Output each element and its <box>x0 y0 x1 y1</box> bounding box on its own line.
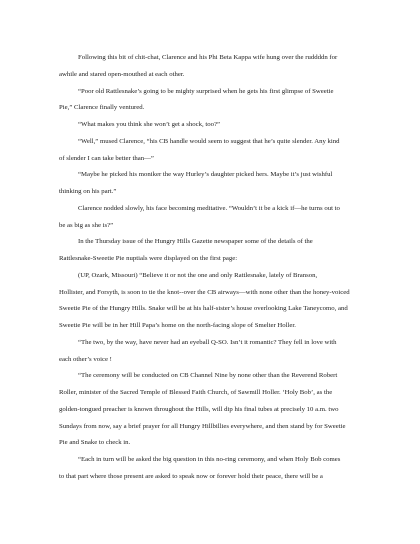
text-line: Sweetie Pie of the Hungry Hills. Snake will be at his half-sister’s house overlooking Lake Taneycomo, and <box>59 305 348 313</box>
text-line: Following this bit of chit-chat, Clarence and his Phi Beta Kappa wife hung over the ruddddn for <box>78 54 338 61</box>
text-line: of slender I can take better than—” <box>59 154 154 162</box>
text-line: thinking on his part.” <box>59 188 117 195</box>
body-text <box>59 50 371 486</box>
text-line: awhile and stared open-mouthed at each other. <box>59 70 185 78</box>
text-line: “What makes you think she won’t get a shock, too?” <box>78 121 220 128</box>
text-line: Sweetie Pie will be in her Hill Papa’s home on the north-facing slope of Smelter Holler. <box>59 322 296 329</box>
text-line: Pie,” Clarence finally ventured. <box>59 104 145 112</box>
text-line: Rattlesnake-Sweetie Pie nuptials were displayed on the first page: <box>59 255 238 262</box>
text-line: “The two, by the way, have never had an eyeball Q-SO. Isn’t it romantic? They fell in love with <box>78 338 337 346</box>
text-line: “Well,” mused Clarence, “his CB handle would seem to suggest that he’s quite slender. Any kind <box>78 137 340 145</box>
text-line: Hollister, and Forsyth, is soon to tie the knot--over the CB airways—with none other than the honey-voiced <box>59 288 350 296</box>
text-line: “Each in turn will be asked the big question in this no-ring ceremony, and when Holy Bob comes <box>78 456 341 463</box>
text-line: “Poor old Rattlesnake’s going to be mighty surprised when he gets his first glimpse of Sweetie <box>78 87 334 95</box>
text-line: Pie and Snake to check in. <box>59 439 131 447</box>
text-line: Roller, minister of the Sacred Temple of Blessed Faith Church, of Sawmill Holler. ‘Holy Bob’, as the <box>59 389 333 396</box>
text-line: each other’s voice ! <box>59 355 112 363</box>
text-line: “Maybe he picked his moniker the way Hurley’s daughter picked hers. Maybe it’s just wishful <box>78 171 333 179</box>
text-line: golden-tongued preacher is known throughout the Hills, will dip his final tubes at precisely 10 a.m. two <box>59 405 339 413</box>
text-line: be as big as she is?” <box>59 221 114 229</box>
text-line: to that part where those present are asked to speak now or forever hold their peace, there will be a <box>59 472 323 480</box>
text-line: In the Thursday issue of the Hungry Hills Gazette newspaper some of the details of the <box>78 238 313 246</box>
text-line: (UP, Ozark, Missouri) “Believe it or not the one and only Rattlesnake, lately of Branson, <box>78 271 318 279</box>
text-line: “The ceremony will be conducted on CB Channel Nine by none other than the Reverend Robert <box>78 372 338 380</box>
text-line: Sundays from now, say a brief prayer for all Hungry Hillbillies everywhere, and then stand by for Sweetie <box>59 422 346 430</box>
text-line: Clarence nodded slowly, his face becoming meditative. “Wouldn’t it be a kick if—he turns out to <box>78 204 340 212</box>
